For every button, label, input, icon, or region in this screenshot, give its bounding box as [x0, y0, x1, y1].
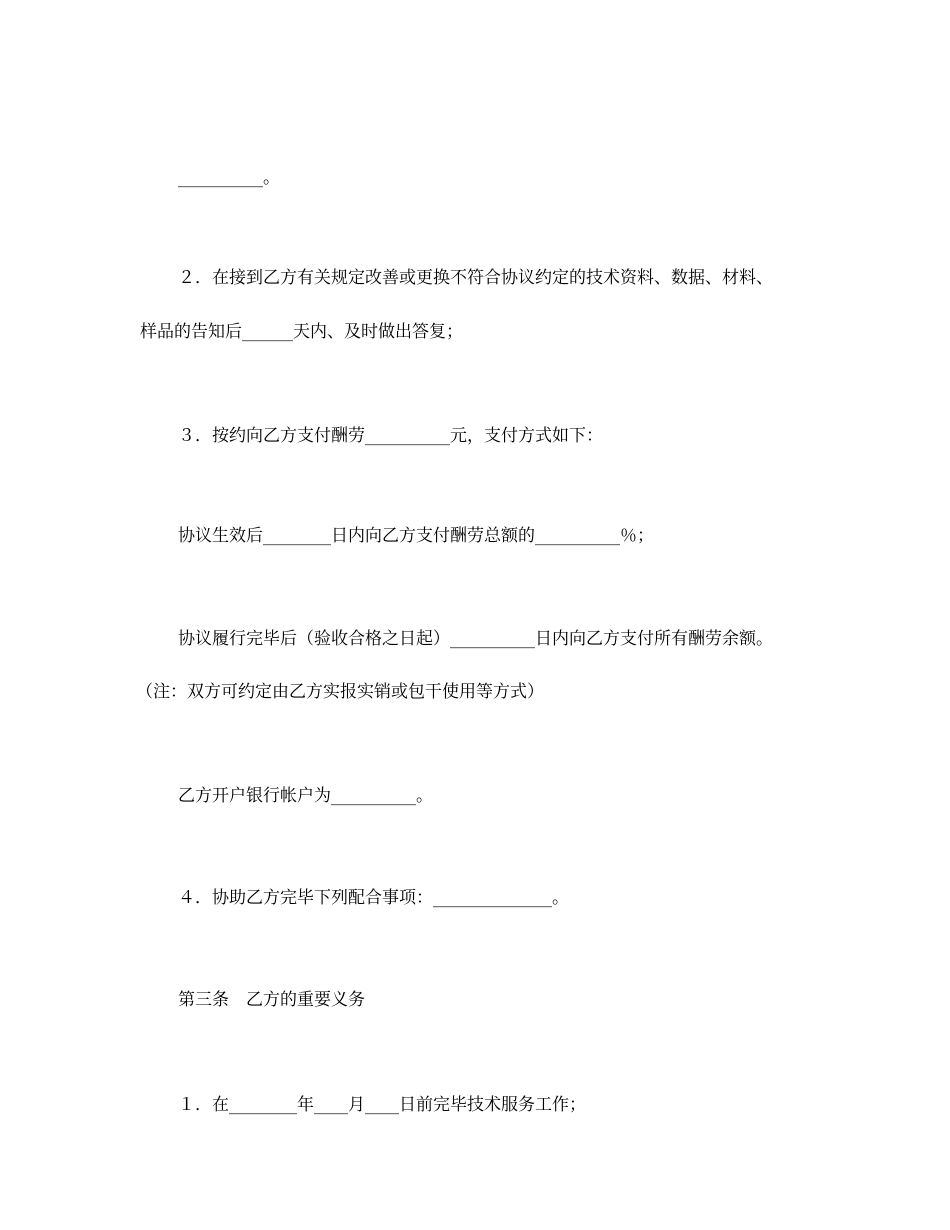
clause-2-1-tail: __________。: [178, 168, 280, 188]
clause-2-2-continuation: 样品的告知后______天内、及时做出答复；: [140, 322, 463, 342]
payment-note: （注：双方可约定由乙方实报实销或包干使用等方式）: [136, 682, 544, 702]
clause-2-2-text: ２．在接到乙方有关规定改善或更换不符合协议约定的技术资料、数据、材料、: [178, 268, 773, 288]
clause-2-3-text: ３．按约向乙方支付酬劳__________元，支付方式如下：: [178, 426, 603, 446]
clause-2-4-text: ４．协助乙方完毕下列配合事项：______________。: [178, 888, 569, 908]
article-3-heading: 第三条 乙方的重要义务: [178, 990, 365, 1010]
payment-term-completion: 协议履行完毕后（验收合格之日起）__________日内向乙方支付所有酬劳余额。: [178, 629, 773, 649]
bank-account-line: 乙方开户银行帐户为__________。: [178, 786, 433, 806]
clause-3-1-text: １．在________年____月____日前完毕技术服务工作；: [178, 1095, 586, 1115]
payment-term-effective: 协议生效后________日内向乙方支付酬劳总额的__________％；: [178, 526, 654, 546]
